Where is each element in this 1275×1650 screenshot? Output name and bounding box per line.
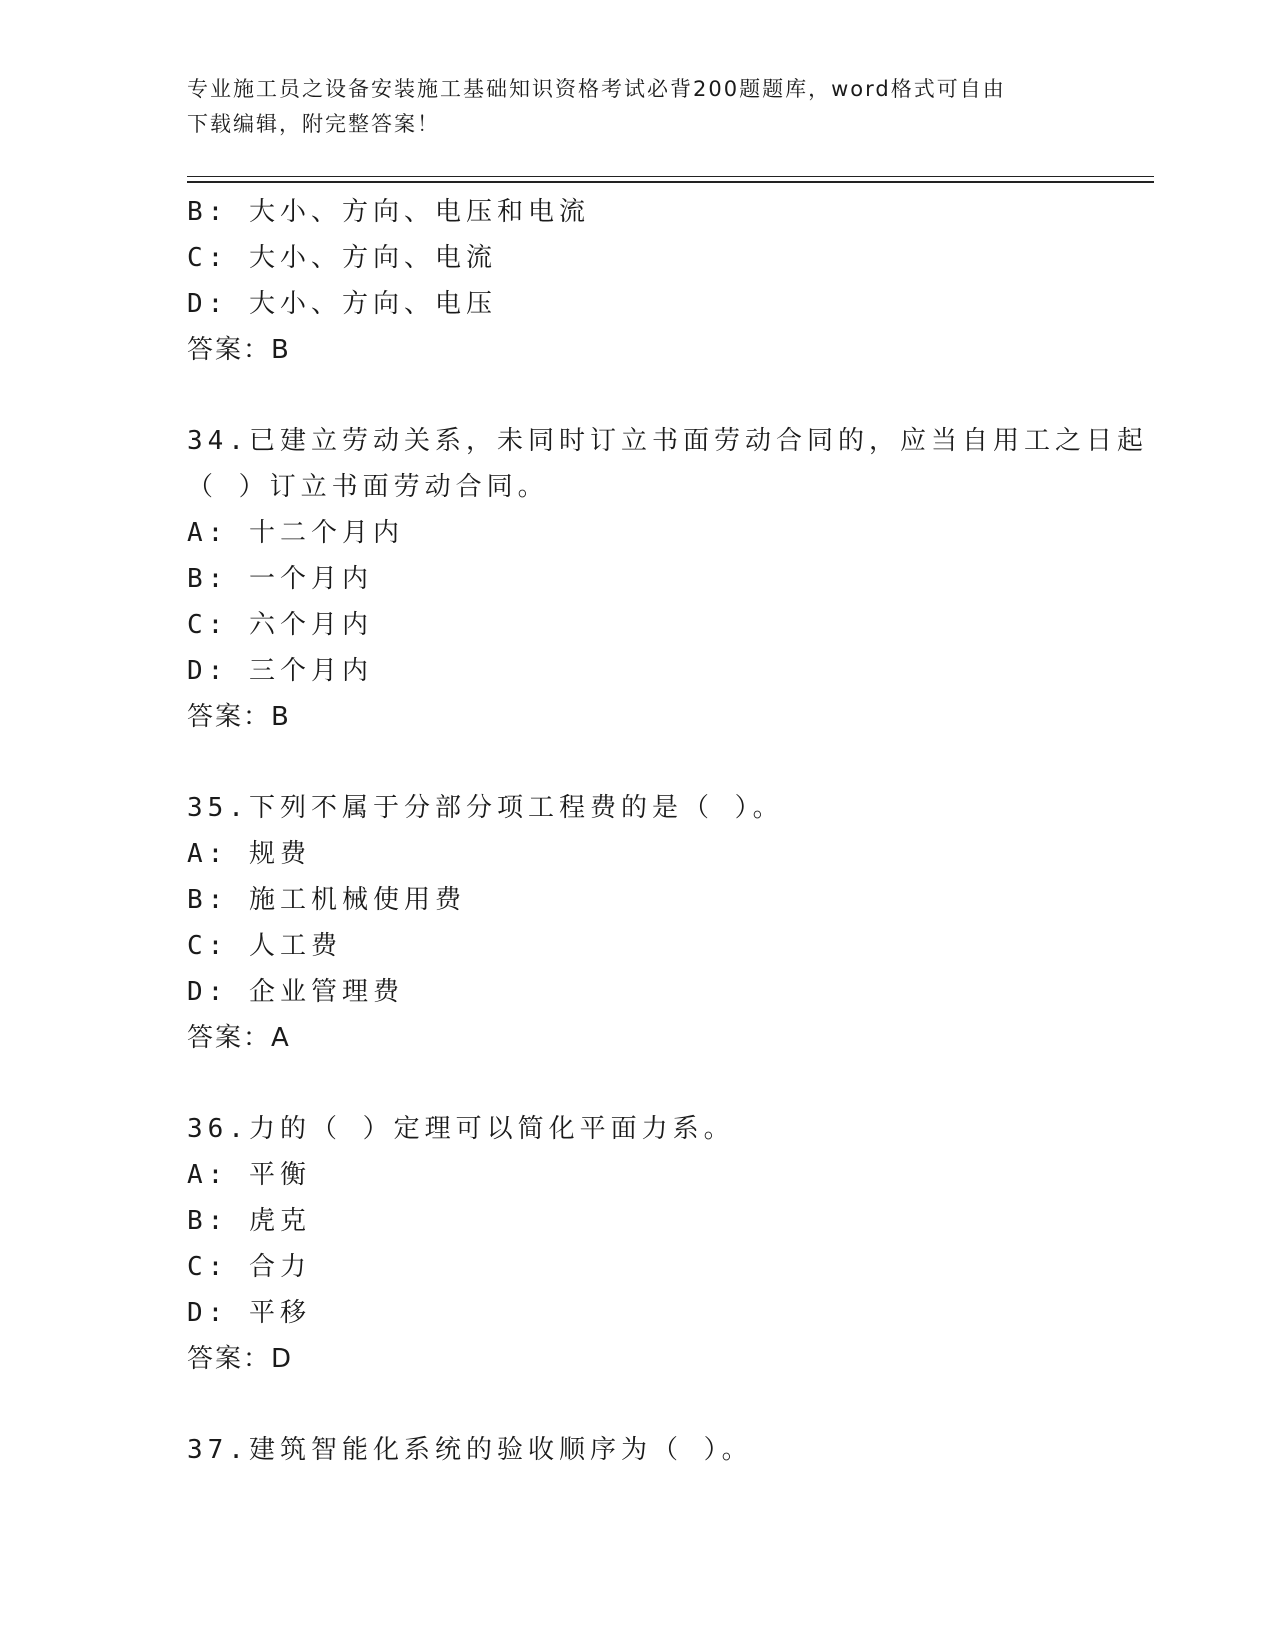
option-d: D: 三个月内 [187,656,373,686]
option-c: C: 合力 [187,1252,311,1282]
option-a: A: 平衡 [187,1160,311,1190]
question-stem: 35.下列不属于分部分项工程费的是（ ）。 [187,793,784,823]
question-35 [187,785,1147,1061]
option-b: B: 一个月内 [187,564,373,594]
option-b: B: 虎克 [187,1206,311,1236]
option-d: D: 企业管理费 [187,977,404,1007]
header-line-2: 下载编辑，附完整答案！ [187,112,440,136]
answer-text: 答案：D [187,1344,294,1374]
answer-text: 答案：B [187,335,291,365]
question-37 [187,1427,1147,1473]
question-33-tail [187,189,1147,373]
question-stem: 36.力的（ ）定理可以简化平面力系。 [187,1114,735,1144]
question-36 [187,1106,1147,1382]
question-content [187,189,1147,1473]
option-d: D: 平移 [187,1298,311,1328]
option-c: C: 人工费 [187,931,342,961]
header-rule-thin [187,176,1154,177]
option-b: B: 施工机械使用费 [187,885,466,915]
answer-text: 答案：B [187,702,291,732]
question-stem-line-1: 34.已建立劳动关系，未同时订立书面劳动合同的，应当自用工之日起 [187,426,1148,456]
document-header [187,72,1087,142]
option-d: D: 大小、方向、电压 [187,289,497,319]
option-a: A: 规费 [187,839,311,869]
question-stem: 37.建筑智能化系统的验收顺序为（ ）。 [187,1435,753,1465]
option-c: C: 六个月内 [187,610,373,640]
header-line-1: 专业施工员之设备安装施工基础知识资格考试必背200题题库，word格式可自由 [187,77,1006,101]
option-c: C: 大小、方向、电流 [187,243,497,273]
question-34 [187,418,1147,740]
option-b: B: 大小、方向、电压和电流 [187,197,590,227]
question-stem-line-2: （ ）订立书面劳动合同。 [187,472,549,502]
header-rule-thick [187,181,1154,183]
answer-text: 答案：A [187,1023,291,1053]
option-a: A: 十二个月内 [187,518,404,548]
